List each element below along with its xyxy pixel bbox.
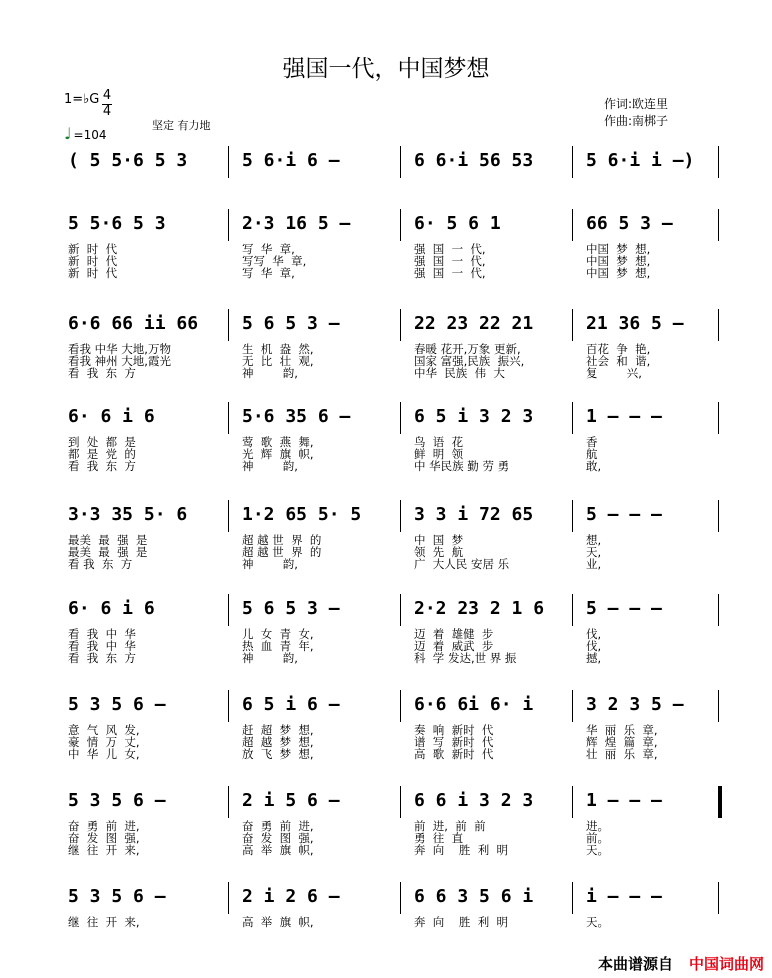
lyric-segment: 伐, bbox=[586, 627, 602, 641]
lyric-segment: 神 韵, bbox=[242, 366, 298, 380]
barline bbox=[718, 690, 719, 722]
lyric-segment: 新 时 代 bbox=[68, 254, 118, 268]
measure: 2 i 2 6 – bbox=[242, 886, 340, 907]
lyric-segment: 写 华 章, bbox=[242, 266, 295, 280]
lyric-segment: 鸟 语 花 bbox=[414, 435, 464, 449]
lyric-segment: 奋 勇 前 进, bbox=[68, 819, 140, 833]
barline bbox=[228, 786, 229, 818]
measure: 6·6 66 ii 66 bbox=[68, 313, 199, 334]
measure: 5 6 5 3 – bbox=[242, 598, 340, 619]
meter-top: 4 bbox=[102, 88, 112, 103]
lyric-segment: 无 比 壮 观, bbox=[242, 354, 314, 368]
measure: 2·3 16 5 – bbox=[242, 213, 351, 234]
lyric-segment: 看我 神州 大地,霞光 bbox=[68, 354, 171, 368]
notes-line bbox=[60, 313, 720, 343]
lyric-segment: 强 国 一 代, bbox=[414, 254, 486, 268]
lyric-segment: 中 华民族 勤 劳 勇 bbox=[414, 459, 510, 473]
measure: 5 6 5 3 – bbox=[242, 313, 340, 334]
lyric-line bbox=[60, 546, 720, 558]
lyric-line bbox=[60, 820, 720, 832]
lyric-line bbox=[60, 558, 720, 570]
lyric-segment: 继 往 开 来, bbox=[68, 915, 140, 929]
lyric-line bbox=[60, 916, 720, 928]
measure: 6 6 3 5 6 i bbox=[414, 886, 534, 907]
barline bbox=[718, 882, 719, 914]
lyric-segment: 天, bbox=[586, 545, 602, 559]
barline bbox=[572, 690, 573, 722]
song-title: 强国一代，中国梦想 bbox=[282, 56, 490, 82]
lyric-segment: 复 兴, bbox=[586, 366, 642, 380]
lyric-segment: 春暖 花开,万象 更新, bbox=[414, 342, 521, 356]
barline bbox=[228, 209, 229, 241]
measure: 5 3 5 6 – bbox=[68, 886, 166, 907]
lyric-segment: 奔 向 胜 利 明 bbox=[414, 843, 509, 857]
lyric-segment: 莺 歌 燕 舞, bbox=[242, 435, 314, 449]
expression-marking: 坚定 有力地 bbox=[152, 119, 211, 132]
lyric-segment: 前 进, 前 前 bbox=[414, 819, 486, 833]
lyric-line bbox=[60, 832, 720, 844]
lyric-segment: 看 我 东 方 bbox=[68, 557, 133, 571]
lyric-segment: 豪 情 万 丈, bbox=[68, 735, 140, 749]
lyric-segment: 勇 往 直 bbox=[414, 831, 464, 845]
lyric-segment: 看 我 东 方 bbox=[68, 459, 136, 473]
lyric-segment: 中 国 梦 bbox=[414, 533, 464, 547]
barline bbox=[572, 146, 573, 178]
barline bbox=[228, 690, 229, 722]
barline bbox=[228, 402, 229, 434]
measure: 22 23 22 21 bbox=[414, 313, 534, 334]
lyric-segment: 高 举 旗 帜, bbox=[242, 915, 314, 929]
notes-line bbox=[60, 790, 720, 820]
measure: i – – – bbox=[586, 886, 662, 907]
barline bbox=[400, 309, 401, 341]
lyric-segment: 广 大人民 安居 乐 bbox=[414, 557, 510, 571]
lyric-segment: 航 bbox=[586, 447, 598, 461]
notes-line bbox=[60, 213, 720, 243]
barline bbox=[400, 882, 401, 914]
lyric-line bbox=[60, 844, 720, 856]
lyric-segment: 壮 丽 乐 章, bbox=[586, 747, 658, 761]
measure: 3 2 3 5 – bbox=[586, 694, 684, 715]
key-label: 1=♭G bbox=[64, 92, 100, 107]
lyric-segment: 天。 bbox=[586, 843, 609, 857]
barline bbox=[718, 500, 719, 532]
lyric-segment: 看我 中华 大地,万物 bbox=[68, 342, 171, 356]
lyric-segment: 奋 勇 前 进, bbox=[242, 819, 314, 833]
measure: 5 3 5 6 – bbox=[68, 694, 166, 715]
lyric-line bbox=[60, 267, 720, 279]
lyric-segment: 超 越 梦 想, bbox=[242, 735, 314, 749]
lyric-segment: 奔 向 胜 利 明 bbox=[414, 915, 509, 929]
lyric-line bbox=[60, 367, 720, 379]
tempo-marking bbox=[64, 124, 107, 143]
barline bbox=[400, 500, 401, 532]
quarter-note-icon: ♩ bbox=[64, 124, 72, 143]
barline bbox=[572, 209, 573, 241]
meter-bottom: 4 bbox=[102, 104, 112, 119]
lyric-segment: 敢, bbox=[586, 459, 602, 473]
measure: 6· 5 6 1 bbox=[414, 213, 501, 234]
measure: 2 i 5 6 – bbox=[242, 790, 340, 811]
lyricist: 作词:欧连里 bbox=[604, 97, 669, 111]
barline bbox=[228, 500, 229, 532]
lyric-segment: 到 处 都 是 bbox=[68, 435, 136, 449]
lyric-segment: 看 我 中 华 bbox=[68, 627, 136, 641]
lyric-segment: 超 越 世 界 的 bbox=[242, 545, 322, 559]
barline bbox=[400, 786, 401, 818]
measure: 6 6 i 3 2 3 bbox=[414, 790, 534, 811]
lyric-segment: 儿 女 青 女, bbox=[242, 627, 314, 641]
lyric-segment: 继 往 开 来, bbox=[68, 843, 140, 857]
lyric-segment: 百花 争 艳, bbox=[586, 342, 651, 356]
lyric-segment: 社会 和 谐, bbox=[586, 354, 651, 368]
lyric-line bbox=[60, 460, 720, 472]
lyric-segment: 前。 bbox=[586, 831, 609, 845]
barline bbox=[572, 786, 573, 818]
lyric-segment: 伐, bbox=[586, 639, 602, 653]
footer-source: 本曲谱源自 bbox=[597, 955, 673, 973]
composer: 作曲:南梆子 bbox=[604, 114, 669, 128]
lyric-segment: 赶 超 梦 想, bbox=[242, 723, 314, 737]
barline bbox=[228, 146, 229, 178]
notes-line bbox=[60, 504, 720, 534]
lyric-segment: 神 韵, bbox=[242, 557, 298, 571]
measure: 66 5 3 – bbox=[586, 213, 673, 234]
measure: 5·6 35 6 – bbox=[242, 406, 351, 427]
lyric-segment: 中国 梦 想, bbox=[586, 266, 651, 280]
barline bbox=[718, 402, 719, 434]
tempo-value: =104 bbox=[73, 128, 107, 142]
barline bbox=[228, 309, 229, 341]
measure: 5 6·i i –) bbox=[586, 150, 695, 171]
barline bbox=[400, 594, 401, 626]
lyric-segment: 神 韵, bbox=[242, 459, 298, 473]
lyric-segment: 领 先 航 bbox=[414, 545, 464, 559]
lyric-segment: 神 韵, bbox=[242, 651, 298, 665]
lyric-segment: 奋 发 图 强, bbox=[242, 831, 314, 845]
barline bbox=[572, 309, 573, 341]
lyric-line bbox=[60, 652, 720, 664]
lyric-line bbox=[60, 640, 720, 652]
notes-line bbox=[60, 694, 720, 724]
lyric-segment: 强 国 一 代, bbox=[414, 242, 486, 256]
measure: 3·3 35 5· 6 bbox=[68, 504, 188, 525]
barline bbox=[228, 594, 229, 626]
lyric-segment: 新 时 代 bbox=[68, 266, 118, 280]
measure: 5 – – – bbox=[586, 598, 662, 619]
lyric-segment: 奋 发 图 强, bbox=[68, 831, 140, 845]
footer-site: 中国词曲网 bbox=[688, 955, 764, 973]
measure: 3 3 i 72 65 bbox=[414, 504, 534, 525]
measure: 2·2 23 2 1 6 bbox=[414, 598, 545, 619]
measure: 5 3 5 6 – bbox=[68, 790, 166, 811]
notes-line bbox=[60, 886, 720, 916]
measure: 1 – – – bbox=[586, 790, 662, 811]
time-signature bbox=[102, 89, 112, 119]
barline bbox=[400, 690, 401, 722]
measure: ( 5 5·6 5 3 bbox=[68, 150, 188, 171]
measure: 6 6·i 56 53 bbox=[414, 150, 534, 171]
credits bbox=[604, 96, 668, 130]
measure: 6· 6 i 6 bbox=[68, 406, 155, 427]
measure: 6 5 i 3 2 3 bbox=[414, 406, 534, 427]
lyric-segment: 中国 梦 想, bbox=[586, 254, 651, 268]
barline bbox=[718, 786, 722, 818]
lyric-line bbox=[60, 448, 720, 460]
lyric-segment: 高 举 旗 帜, bbox=[242, 843, 314, 857]
measure: 5 5·6 5 3 bbox=[68, 213, 166, 234]
measure: 5 6·i 6 – bbox=[242, 150, 340, 171]
barline bbox=[572, 500, 573, 532]
lyric-segment: 光 辉 旗 帜, bbox=[242, 447, 314, 461]
lyric-segment: 都 是 党 的 bbox=[68, 447, 136, 461]
barline bbox=[718, 594, 719, 626]
lyric-segment: 鲜 明 领 bbox=[414, 447, 464, 461]
lyric-line bbox=[60, 748, 720, 760]
barline bbox=[572, 882, 573, 914]
measure: 6 5 i 6 – bbox=[242, 694, 340, 715]
lyric-segment: 强 国 一 代, bbox=[414, 266, 486, 280]
lyric-segment: 看 我 中 华 bbox=[68, 639, 136, 653]
lyric-segment: 撼, bbox=[586, 651, 602, 665]
lyric-segment: 超 越 世 界 的 bbox=[242, 533, 322, 547]
lyric-segment: 看 我 东 方 bbox=[68, 366, 136, 380]
lyric-segment: 进。 bbox=[586, 819, 609, 833]
lyric-segment: 最美 最 强 是 bbox=[68, 533, 148, 547]
notes-line bbox=[60, 150, 720, 180]
lyric-line bbox=[60, 436, 720, 448]
lyric-segment: 谱 写 新时 代 bbox=[414, 735, 494, 749]
lyric-segment: 中华 民族 伟 大 bbox=[414, 366, 505, 380]
notes-line bbox=[60, 406, 720, 436]
lyric-segment: 放 飞 梦 想, bbox=[242, 747, 314, 761]
lyric-segment: 想, bbox=[586, 533, 602, 547]
lyric-segment: 写写 华 章, bbox=[242, 254, 307, 268]
lyric-segment: 香 bbox=[586, 435, 598, 449]
lyric-segment: 业, bbox=[586, 557, 602, 571]
lyric-segment: 迈 着 雄健 步 bbox=[414, 627, 494, 641]
lyric-segment: 天。 bbox=[586, 915, 609, 929]
lyric-line bbox=[60, 628, 720, 640]
lyric-segment: 辉 煌 篇 章, bbox=[586, 735, 658, 749]
lyric-segment: 华 丽 乐 章, bbox=[586, 723, 658, 737]
lyric-segment: 热 血 青 年, bbox=[242, 639, 314, 653]
lyric-segment: 科 学 发达,世 界 振 bbox=[414, 651, 517, 665]
measure: 1 – – – bbox=[586, 406, 662, 427]
key-signature bbox=[64, 88, 112, 119]
measure: 6·6 6i 6· i bbox=[414, 694, 534, 715]
measure: 5 – – – bbox=[586, 504, 662, 525]
lyric-segment: 看 我 东 方 bbox=[68, 651, 136, 665]
lyric-segment: 中 华 儿 女, bbox=[68, 747, 140, 761]
lyric-segment: 中国 梦 想, bbox=[586, 242, 651, 256]
measure: 6· 6 i 6 bbox=[68, 598, 155, 619]
barline bbox=[400, 209, 401, 241]
lyric-segment: 高 歌 新时 代 bbox=[414, 747, 494, 761]
barline bbox=[400, 402, 401, 434]
barline bbox=[228, 882, 229, 914]
lyric-segment: 新 时 代 bbox=[68, 242, 118, 256]
lyric-segment: 最美 最 强 是 bbox=[68, 545, 148, 559]
barline bbox=[718, 146, 719, 178]
barline bbox=[718, 209, 719, 241]
lyric-segment: 生 机 盎 然, bbox=[242, 342, 314, 356]
lyric-segment: 意 气 风 发, bbox=[68, 723, 140, 737]
lyric-segment: 写 华 章, bbox=[242, 242, 295, 256]
lyric-line bbox=[60, 534, 720, 546]
footer bbox=[598, 953, 764, 974]
barline bbox=[400, 146, 401, 178]
lyric-segment: 奏 响 新时 代 bbox=[414, 723, 494, 737]
lyric-segment: 国家 富强,民族 振兴, bbox=[414, 354, 525, 368]
barline bbox=[718, 309, 719, 341]
barline bbox=[572, 402, 573, 434]
measure: 21 36 5 – bbox=[586, 313, 684, 334]
notes-line bbox=[60, 598, 720, 628]
measure: 1·2 65 5· 5 bbox=[242, 504, 362, 525]
lyric-segment: 迈 着 威武 步 bbox=[414, 639, 494, 653]
barline bbox=[572, 594, 573, 626]
